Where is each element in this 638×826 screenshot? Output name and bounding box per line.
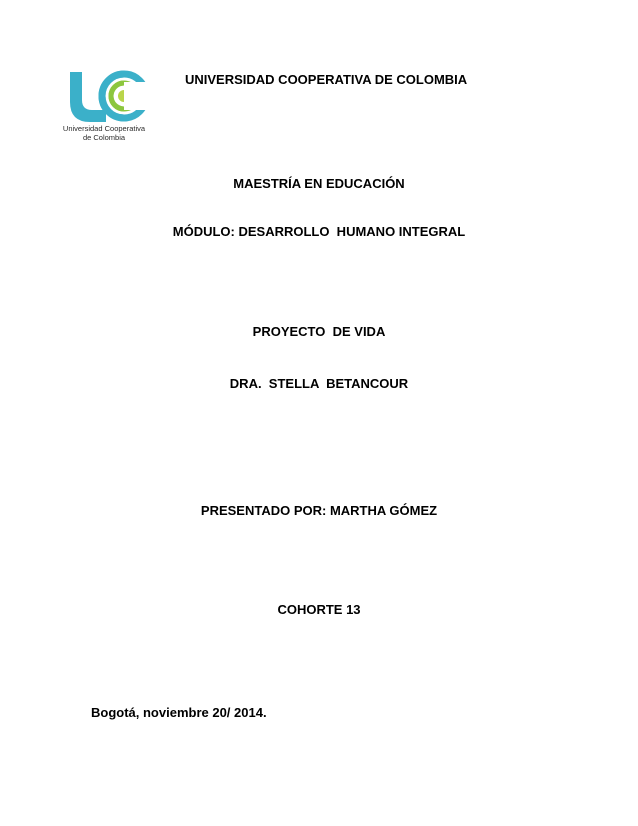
professor-name: DRA. STELLA BETANCOUR xyxy=(229,376,409,391)
project-title: PROYECTO DE VIDA xyxy=(252,324,386,339)
cohort: COHORTE 13 xyxy=(277,602,361,617)
logo-caption-line2: de Colombia xyxy=(82,133,126,142)
presented-by: PRESENTADO POR: MARTHA GÓMEZ xyxy=(200,503,438,518)
ucc-logo-mark xyxy=(66,68,150,128)
program-name: MAESTRÍA EN EDUCACIÓN xyxy=(233,176,405,191)
place-date: Bogotá, noviembre 20/ 2014. xyxy=(91,705,267,720)
university-title: UNIVERSIDAD COOPERATIVA DE COLOMBIA xyxy=(185,72,468,87)
logo-caption xyxy=(56,124,152,142)
module-name: MÓDULO: DESARROLLO HUMANO INTEGRAL xyxy=(172,224,466,239)
logo-caption-line1: Universidad Cooperativa xyxy=(62,124,146,133)
